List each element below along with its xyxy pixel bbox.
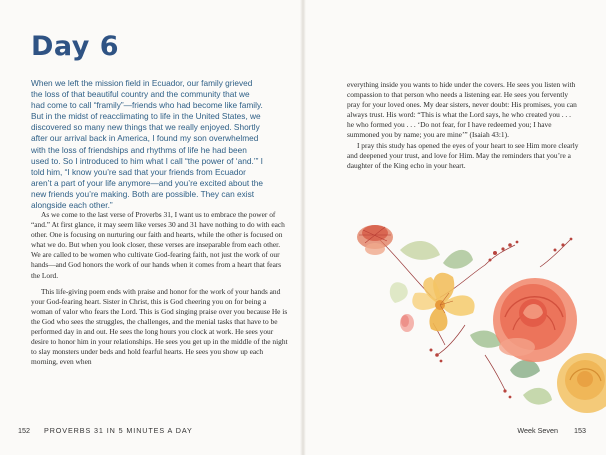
intro-paragraph: When we left the mission field in Ecuador, our family grieved the loss of that beautiful country and the community that we had come to call “framily”—friends who had become like family. But in the midst of reacclimating to life in the United States, we discovered so many new things that we really enjoyed. Shortly after our arrival back in America, I found my son overwhelmed with the loss of friendships and rhythms of life he had been used to. So I introduced to him what I call “the power of ‘and.’” I told him, “I know you’re sad that your friends from Ecuador aren’t a part of your life anymore—and you’re excited about the new friends you’re making. Both are possible. They can exist alongside each other.” [31, 78, 263, 211]
right-footer [517, 426, 586, 435]
page-number-left: 152 [18, 426, 30, 435]
book-title-footer: PROVERBS 31 IN 5 MINUTES A DAY [44, 426, 193, 435]
body-paragraph: I pray this study has opened the eyes of your heart to see Him more clearly and deepened your trust, and love for Him. May the reminders that you’re a daughter of the King echo in your heart. [347, 140, 579, 170]
book-gutter [300, 0, 306, 455]
yellow-rose-flower [557, 353, 606, 413]
red-protea-flower [357, 225, 393, 255]
watercolor-flowers-illustration [345, 205, 606, 433]
yellow-lily-flower [412, 273, 474, 332]
orange-rose-flower [493, 278, 577, 362]
body-paragraph: everything inside you wants to hide under the covers. He sees you listen with compassion to that person who needs a listening ear. He sees you fervently pray for your loved ones. My dear sisters, never doubt: His promises, you can always trust. His word: “This is what the Lord says, he who created you . . . he who formed you . . . ‘Do not fear, for I have redeemed you; I have summoned you by name; you are mine’” (Isaiah 43:1). [347, 80, 577, 140]
body-paragraph: This life-giving poem ends with praise and honor for the work of your hands and your God-fearing heart. Sister in Christ, this is God cheering you on for being a woman of valor who fears the Lord. This is God singing praise over you because He is the God who sees the struggles, the challenges, and the menial tasks that have to be performed day in and out. He sees the long hours you clock at work. He sees your desire to honor him in your relationships. He sees you get up in the middle of the night to slay monsters under beds and hold fearful hearts. He sees you show up each morning, even when [31, 286, 288, 367]
left-body-text [31, 210, 289, 367]
pink-bud [400, 314, 414, 332]
body-paragraph: As we come to the last verse of Proverbs 31, I want us to embrace the power of “and.” At first glance, it may seem like verses 30 and 31 have nothing to do with each other. One is focusing on nurturing our faith and hearts, while the other is focused on what we do. But when you look closer, these verses are inseparable from each other. We are called to be women who cultivate God-fearing faith, not just the work of our hands—and God honors the work of our hands when it comes from a heart that fears the Lord. [31, 210, 285, 280]
section-label: Week Seven [517, 426, 558, 435]
page-number-right: 153 [574, 426, 586, 435]
right-body-text [347, 80, 579, 171]
day-title: Day 6 [31, 31, 120, 62]
left-footer [18, 426, 193, 435]
